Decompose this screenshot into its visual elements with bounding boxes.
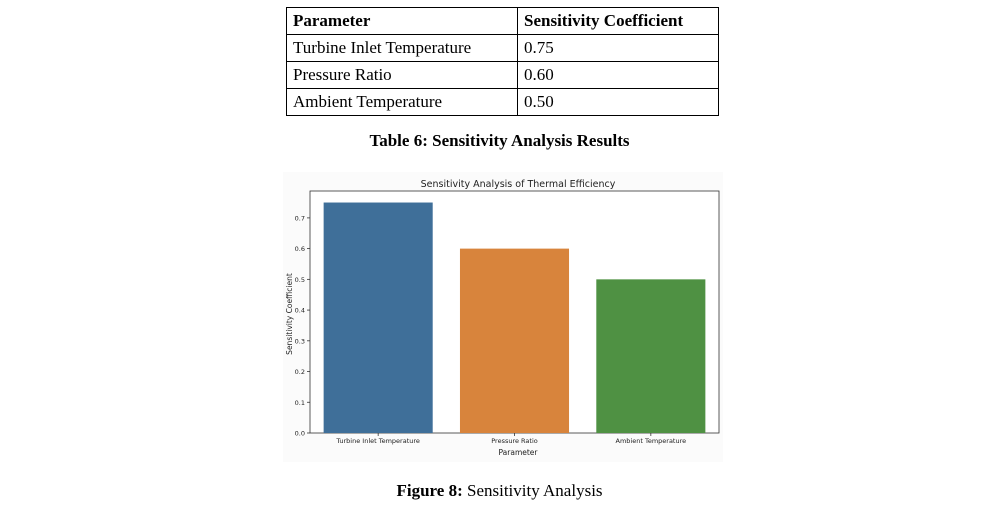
table-cell-value: 0.50 [518, 89, 719, 116]
table-row [287, 62, 719, 89]
y-tick-label: 0.4 [294, 306, 305, 315]
y-tick-label: 0.1 [294, 398, 305, 407]
y-tick-label: 0.3 [294, 337, 305, 346]
table-header-row [287, 8, 719, 35]
y-tick-label: 0.0 [294, 429, 305, 438]
table-cell-parameter: Turbine Inlet Temperature [287, 35, 518, 62]
table-caption: Table 6: Sensitivity Analysis Results [369, 131, 630, 150]
table-row [287, 89, 719, 116]
header-parameter: Parameter [287, 8, 518, 35]
bar [596, 279, 705, 433]
figure-caption-text: Sensitivity Analysis [462, 481, 603, 500]
x-tick-label: Pressure Ratio [491, 437, 538, 445]
y-axis-label: Sensitivity Coefficient [285, 273, 294, 355]
x-tick-label: Ambient Temperature [615, 437, 687, 445]
table-cell-value: 0.60 [518, 62, 719, 89]
figure-caption [0, 481, 999, 501]
figure-caption-label: Figure 8: [396, 481, 463, 500]
table-cell-parameter: Pressure Ratio [287, 62, 518, 89]
y-tick-label: 0.5 [294, 275, 305, 284]
table-row [287, 35, 719, 62]
y-tick-label: 0.6 [294, 245, 305, 254]
sensitivity-chart [283, 172, 723, 462]
chart-svg [283, 172, 723, 462]
bar [324, 203, 433, 433]
table-cell-value: 0.75 [518, 35, 719, 62]
table-cell-parameter: Ambient Temperature [287, 89, 518, 116]
y-tick-label: 0.2 [294, 368, 305, 377]
header-sensitivity-coefficient: Sensitivity Coefficient [518, 8, 719, 35]
plot-area [295, 191, 719, 445]
sensitivity-table [286, 7, 719, 116]
y-tick-label: 0.7 [294, 214, 305, 223]
chart-title: Sensitivity Analysis of Thermal Efficiency [420, 179, 616, 190]
x-tick-label: Turbine Inlet Temperature [336, 437, 420, 445]
x-axis-label: Parameter [498, 448, 538, 457]
bar [460, 249, 569, 433]
